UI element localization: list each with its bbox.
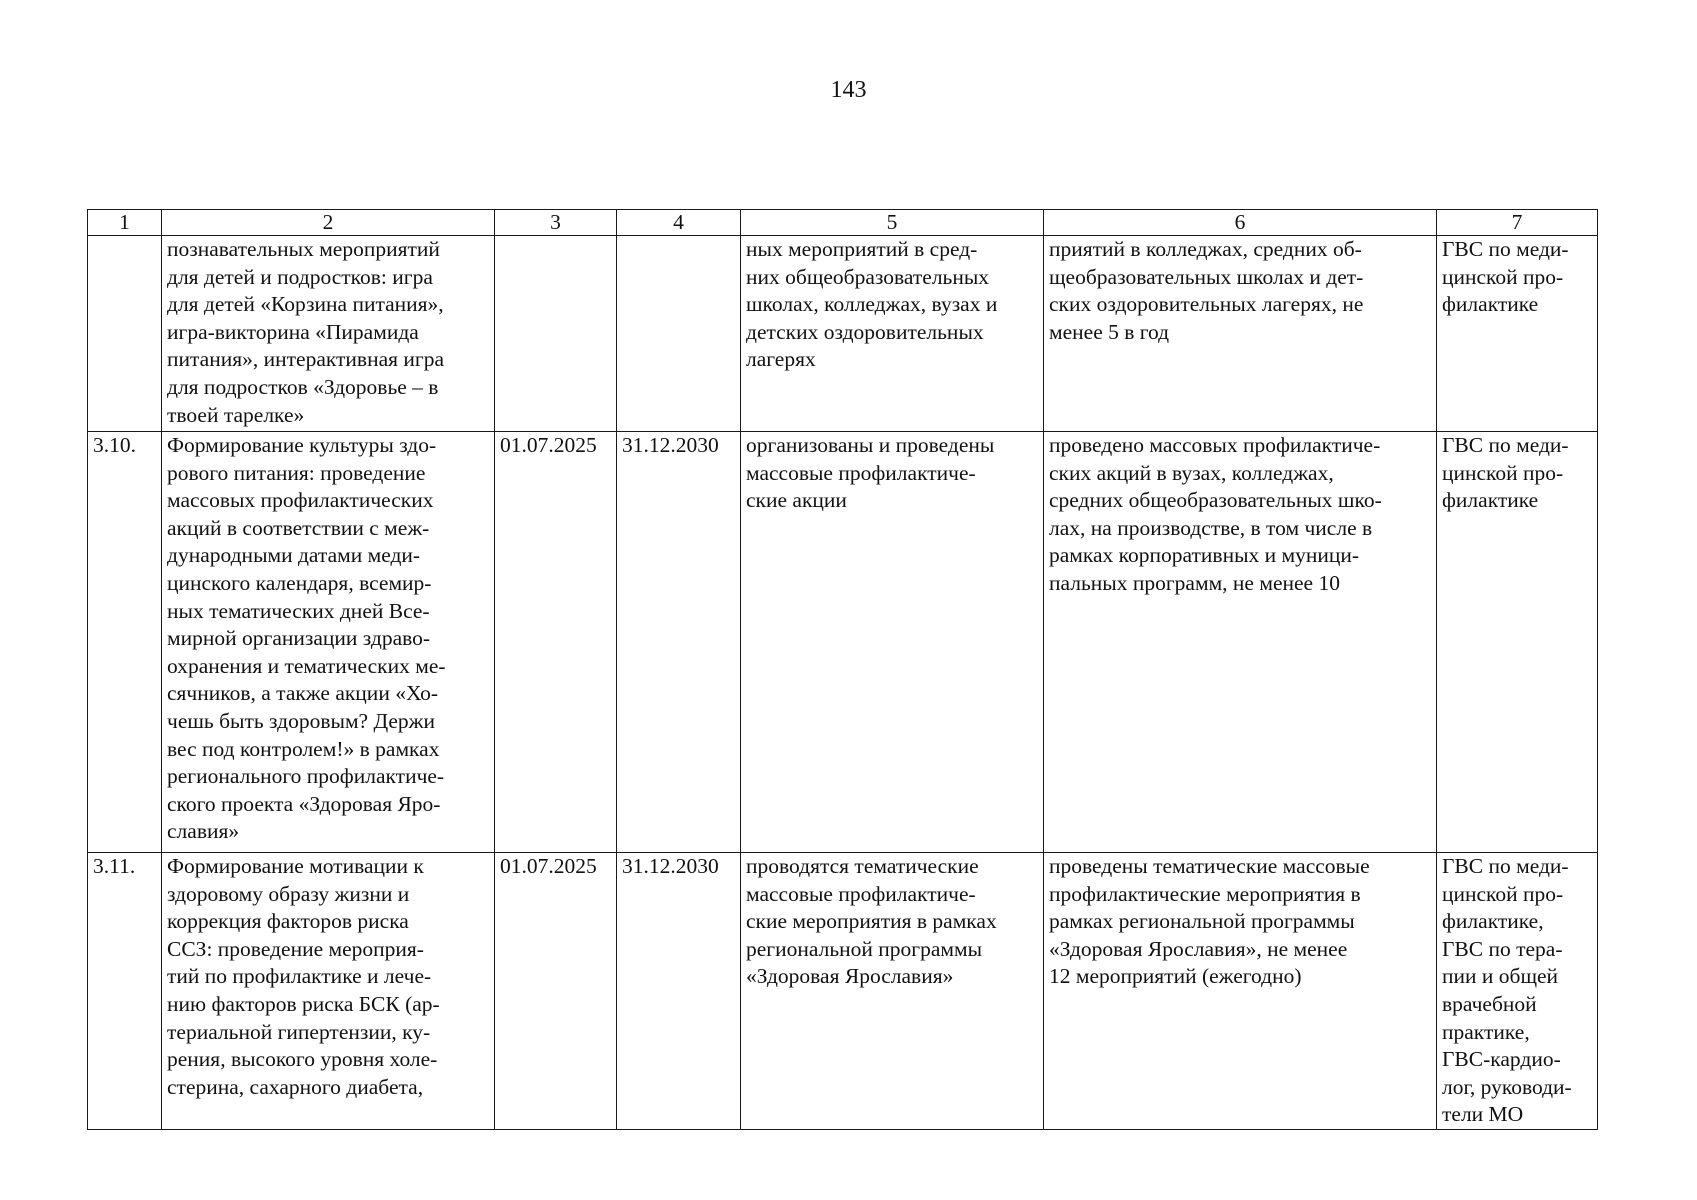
responsible-cell: ГВС по меди- цинской про- филактике, ГВС по тера- пии и общей врачебной практике, ГВС-кардио- лог, руководи- тели МО <box>1437 853 1598 1130</box>
start-date-cell <box>495 236 617 432</box>
item-number: 3.10. <box>88 432 162 853</box>
column-header-4: 4 <box>617 210 741 236</box>
column-header-6: 6 <box>1044 210 1437 236</box>
table-row <box>88 853 1598 1130</box>
result-cell: организованы и проведены массовые профилактиче- ские акции <box>741 432 1044 853</box>
column-header-7: 7 <box>1437 210 1598 236</box>
column-header-2: 2 <box>162 210 495 236</box>
indicator-cell: проведено массовых профилактиче- ских акций в вузах, колледжах, средних общеобразовательных шко- лах, на производстве, в том числе в рамках корпоративных и муници- пальных программ, не менее 10 <box>1044 432 1437 853</box>
column-header-3: 3 <box>495 210 617 236</box>
activity-cell: Формирование культуры здо- рового питания: проведение массовых профилактических акций в соответствии с меж- дународными датами меди- цинского календаря, всемир- ных тематических дней Все- мирной организации здраво- охранения и тематических ме- сячников, а также акции «Хо- чешь быть здоровым? Держи вес под контролем!» в рамках регионального профилактиче- ского проекта «Здоровая Яро- славия» <box>162 432 495 853</box>
end-date-cell: 31.12.2030 <box>617 432 741 853</box>
activity-cell: познавательных мероприятий для детей и подростков: игра для детей «Корзина питания», игра-викторина «Пирамида питания», интерактивная игра для подростков «Здоровье – в твоей тарелке» <box>162 236 495 432</box>
activity-cell: Формирование мотивации к здоровому образу жизни и коррекция факторов риска ССЗ: проведение мероприя- тий по профилактике и лече- нию факторов риска БСК (ар- териальной гипертензии, ку- рения, высокого уровня холе- стерина, сахарного диабета, <box>162 853 495 1130</box>
measures-table <box>87 209 1598 1130</box>
end-date-cell: 31.12.2030 <box>617 853 741 1130</box>
start-date-cell: 01.07.2025 <box>495 853 617 1130</box>
result-cell: ных мероприятий в сред- них общеобразовательных школах, колледжах, вузах и детских оздоровительных лагерях <box>741 236 1044 432</box>
item-number: 3.11. <box>88 853 162 1130</box>
column-header-5: 5 <box>741 210 1044 236</box>
page-number: 143 <box>830 77 867 103</box>
indicator-cell: проведены тематические массовые профилактические мероприятия в рамках региональной программы «Здоровая Ярославия», не менее 12 мероприятий (ежегодно) <box>1044 853 1437 1130</box>
item-number <box>88 236 162 432</box>
indicator-cell: приятий в колледжах, средних об- щеобразовательных школах и дет- ских оздоровительных лагерях, не менее 5 в год <box>1044 236 1437 432</box>
end-date-cell <box>617 236 741 432</box>
table-row <box>88 432 1598 853</box>
responsible-cell: ГВС по меди- цинской про- филактике <box>1437 236 1598 432</box>
start-date-cell: 01.07.2025 <box>495 432 617 853</box>
header-row <box>88 210 1598 236</box>
table-row <box>88 236 1598 432</box>
responsible-cell: ГВС по меди- цинской про- филактике <box>1437 432 1598 853</box>
result-cell: проводятся тематические массовые профилактиче- ские мероприятия в рамках региональной программы «Здоровая Ярославия» <box>741 853 1044 1130</box>
column-header-1: 1 <box>88 210 162 236</box>
